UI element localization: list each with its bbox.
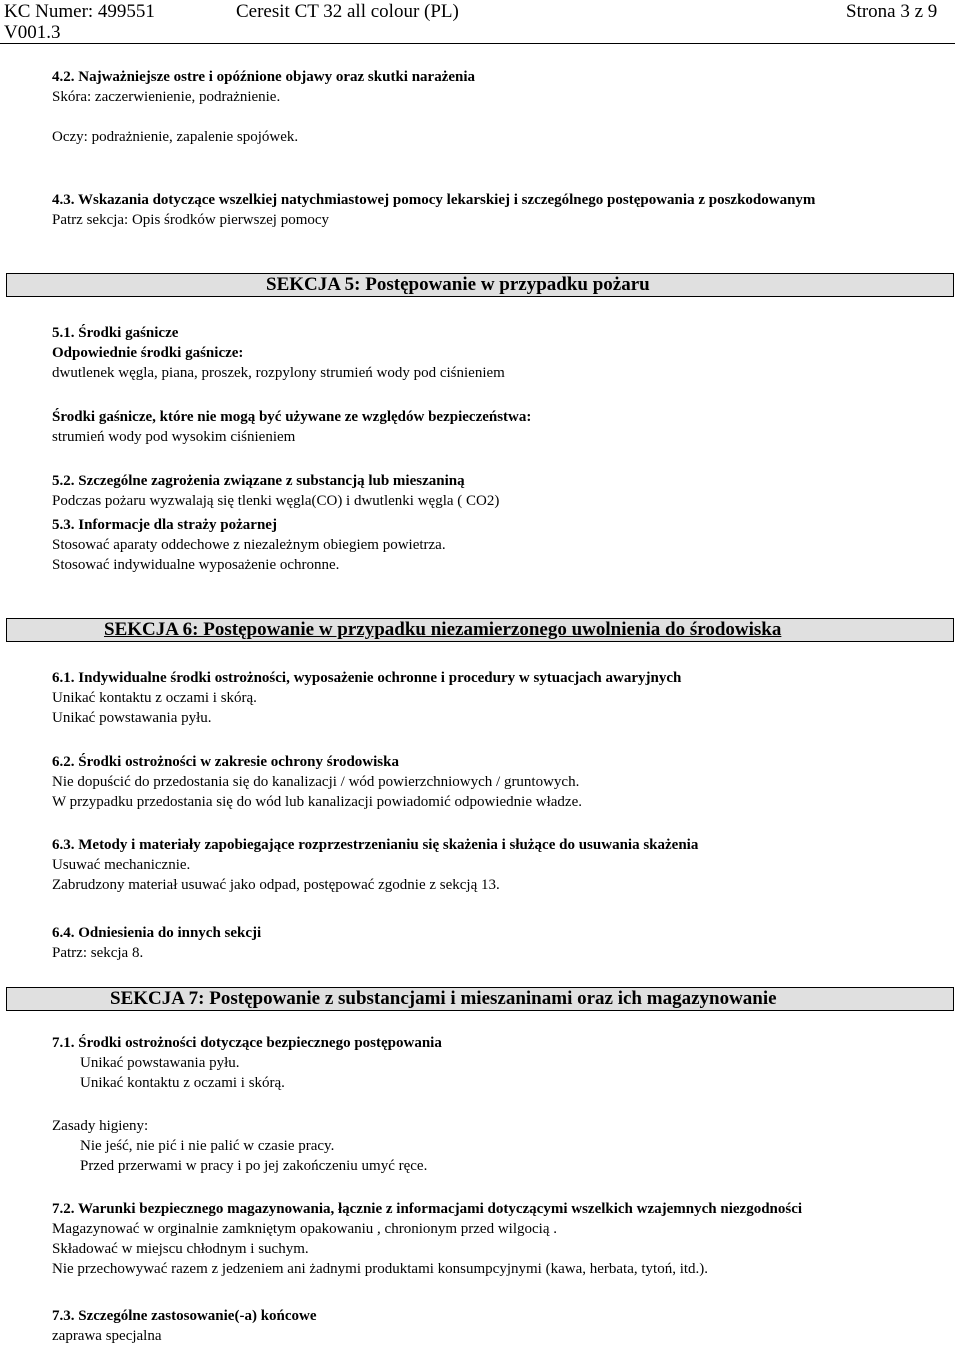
section-6-title: SEKCJA 6: Postępowanie w przypadku niezamierzonego uwolnienia do środowiska	[104, 619, 782, 640]
hygiene-1: Nie jeść, nie pić i nie palić w czasie pracy.	[80, 1138, 335, 1154]
firefighter-advice-1: Stosować aparaty oddechowe z niezależnym obiegiem powietrza.	[52, 537, 446, 553]
reference-6-4: Patrz: sekcja 8.	[52, 945, 144, 961]
section-5-title: SEKCJA 5: Postępowanie w przypadku pożaru	[266, 274, 650, 295]
header-divider	[0, 43, 955, 44]
unsuitable-media-label: Środki gaśnicze, które nie mogą być używane ze względów bezpieczeństwa:	[52, 409, 532, 425]
document-number: KC Numer: 499551	[4, 1, 155, 22]
heading-6-1: 6.1. Indywidualne środki ostrożności, wyposażenie ochronne i procedury w sytuacjach awaryjnych	[52, 670, 682, 686]
cleanup-6-3-b: Zabrudzony materiał usuwać jako odpad, postępować zgodnie z sekcją 13.	[52, 877, 500, 893]
heading-5-1: 5.1. Środki gaśnicze	[52, 325, 179, 341]
cleanup-6-3-a: Usuwać mechanicznie.	[52, 857, 191, 873]
handling-7-1-b: Unikać kontaktu z oczami i skórą.	[80, 1075, 285, 1091]
storage-7-2-a: Magazynować w orginalnie zamkniętym opakowaniu , chronionym przed wilgocią .	[52, 1221, 557, 1237]
suitable-media: dwutlenek węgla, piana, proszek, rozpylony strumień wody pod ciśnieniem	[52, 365, 505, 381]
product-name: Ceresit CT 32 all colour (PL)	[236, 1, 459, 22]
heading-4-3: 4.3. Wskazania dotyczące wszelkiej natychmiastowej pomocy lekarskiej i szczególnego postępowania z poszkodowanym	[52, 192, 816, 208]
hygiene-2: Przed przerwami w pracy i po jej zakończeniu umyć ręce.	[80, 1158, 428, 1174]
heading-7-2: 7.2. Warunki bezpiecznego magazynowania, łącznie z informacjami dotyczącymi wszelkich wzajemnych niezgodności	[52, 1201, 803, 1217]
fire-hazard: Podczas pożaru wyzwalają się tlenki węgla(CO) i dwutlenki węgla ( CO2)	[52, 493, 500, 509]
firefighter-advice-2: Stosować indywidualne wyposażenie ochronne.	[52, 557, 340, 573]
heading-7-1: 7.1. Środki ostrożności dotyczące bezpiecznego postępowania	[52, 1035, 442, 1051]
page-number: Strona 3 z 9	[846, 1, 938, 22]
hygiene-label: Zasady higieny:	[52, 1118, 149, 1134]
first-aid-reference: Patrz sekcja: Opis środków pierwszej pomocy	[52, 212, 330, 228]
environment-6-2-b: W przypadku przedostania się do wód lub kanalizacji powiadomić odpowiednie władze.	[52, 794, 582, 810]
unsuitable-media: strumień wody pod wysokim ciśnieniem	[52, 429, 296, 445]
suitable-media-label: Odpowiednie środki gaśnicze:	[52, 345, 244, 361]
heading-6-4: 6.4. Odniesienia do innych sekcji	[52, 925, 262, 941]
heading-6-2: 6.2. Środki ostrożności w zakresie ochrony środowiska	[52, 754, 399, 770]
heading-6-3: 6.3. Metody i materiały zapobiegające rozprzestrzenianiu się skażenia i służące do usuwania skażenia	[52, 837, 699, 853]
precaution-6-1-b: Unikać powstawania pyłu.	[52, 710, 212, 726]
heading-5-2: 5.2. Szczególne zagrożenia związane z substancją lub mieszaniną	[52, 473, 465, 489]
heading-4-2: 4.2. Najważniejsze ostre i opóźnione objawy oraz skutki narażenia	[52, 69, 476, 85]
heading-7-3: 7.3. Szczególne zastosowanie(-a) końcowe	[52, 1308, 317, 1324]
precaution-6-1-a: Unikać kontaktu z oczami i skórą.	[52, 690, 257, 706]
environment-6-2-a: Nie dopuścić do przedostania się do kanalizacji / wód powierzchniowych / gruntowych.	[52, 774, 580, 790]
skin-effects: Skóra: zaczerwienienie, podrażnienie.	[52, 89, 281, 105]
end-use: zaprawa specjalna	[52, 1328, 162, 1344]
heading-5-3: 5.3. Informacje dla straży pożarnej	[52, 517, 277, 533]
version-number: V001.3	[4, 22, 61, 43]
handling-7-1-a: Unikać powstawania pyłu.	[80, 1055, 240, 1071]
storage-7-2-c: Nie przechowywać razem z jedzeniem ani żadnymi produktami konsumpcyjnymi (kawa, herbata, tytoń, itd.).	[52, 1261, 709, 1277]
eye-effects: Oczy: podrażnienie, zapalenie spojówek.	[52, 129, 299, 145]
section-7-title: SEKCJA 7: Postępowanie z substancjami i mieszaninami oraz ich magazynowanie	[110, 988, 777, 1009]
storage-7-2-b: Składować w miejscu chłodnym i suchym.	[52, 1241, 309, 1257]
